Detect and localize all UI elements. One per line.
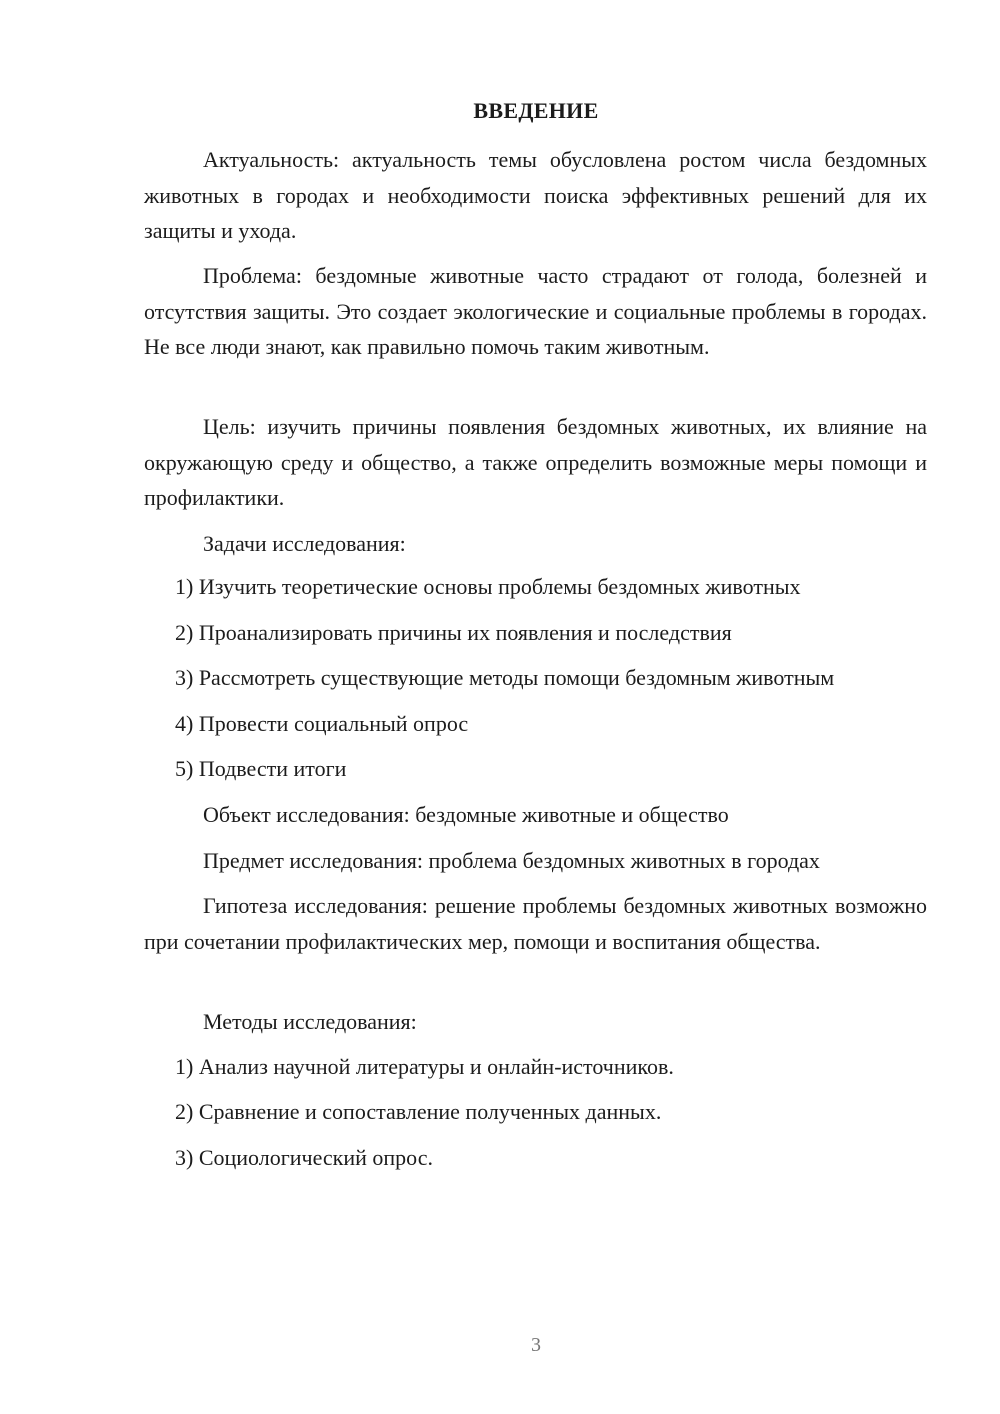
page-title: ВВЕДЕНИЕ: [473, 98, 599, 123]
list-item: 4) Провести социальный опрос: [175, 711, 469, 736]
list-item: 1) Изучить теоретические основы проблемы бездомных животных: [175, 574, 801, 599]
list-item: 1) Анализ научной литературы и онлайн-источников.: [175, 1054, 674, 1079]
list-item: 2) Сравнение и сопоставление полученных данных.: [175, 1099, 662, 1124]
hypothesis-paragraph: Гипотеза исследования: решение проблемы бездомных животных возможно при сочетании профилактических мер, помощи и воспитания общества.: [144, 893, 927, 954]
tasks-heading: Задачи исследования:: [203, 531, 406, 556]
goal-paragraph: Цель: изучить причины появления бездомных животных, их влияние на окружающую среду и общество, а также определить возможные меры помощи и профилактики.: [144, 414, 927, 510]
list-item: 3) Социологический опрос.: [175, 1145, 433, 1170]
page-number: 3: [531, 1334, 541, 1356]
list-item: 2) Проанализировать причины их появления и последствия: [175, 620, 732, 645]
object-paragraph: Объект исследования: бездомные животные и общество: [203, 802, 729, 827]
relevance-paragraph: Актуальность: актуальность темы обусловлена ростом числа бездомных животных в городах и необходимости поиска эффективных решений для их защиты и ухода.: [144, 147, 927, 243]
list-item: 3) Рассмотреть существующие методы помощи бездомным животным: [175, 665, 835, 690]
list-item: 5) Подвести итоги: [175, 756, 347, 781]
subject-paragraph: Предмет исследования: проблема бездомных животных в городах: [203, 848, 820, 873]
problem-paragraph: Проблема: бездомные животные часто страдают от голода, болезней и отсутствия защиты. Это создает экологические и социальные проблемы в городах. Не все люди знают, как правильно помочь таким животным.: [144, 263, 927, 359]
methods-heading: Методы исследования:: [203, 1009, 417, 1034]
